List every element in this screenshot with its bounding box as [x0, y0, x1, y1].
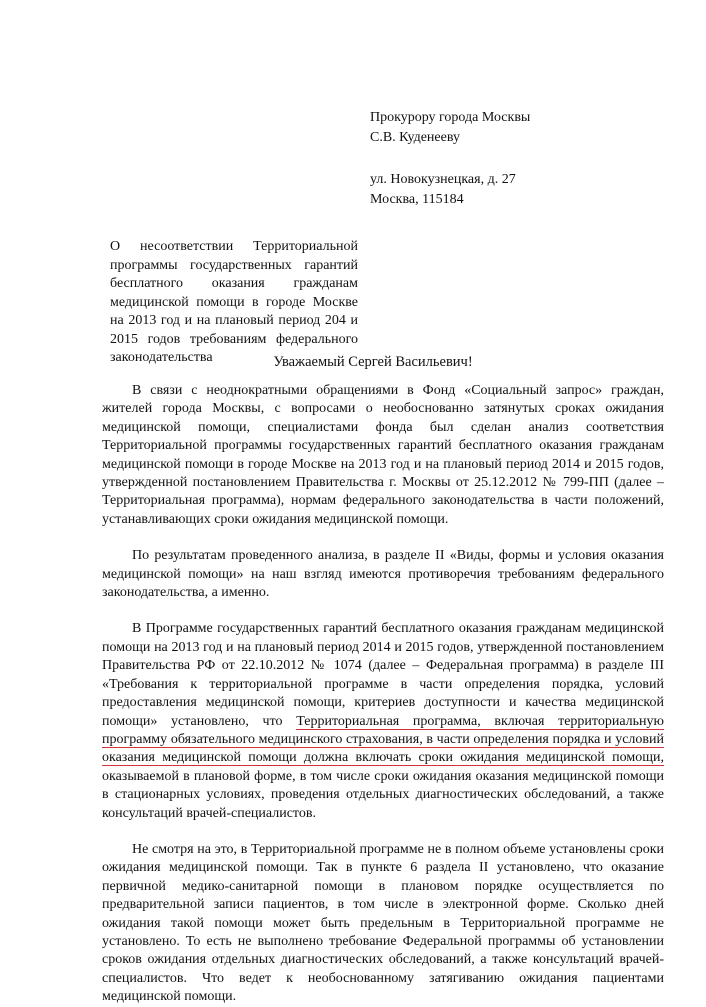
addressee-block	[370, 108, 530, 210]
paragraph-1: В связи с неоднократными обращениями в Фонд «Социальный запрос» граждан, жителей города Москвы, с вопросами о необоснованно затянутых сроках ожидания медицинской помощи, специалистами фонда был сделан анализ соответствия Территориальной программы государственных гарантий бесплатного оказания гражданам медицинской помощи в городе Москве на 2013 год и на плановый период 2014 и 2015 годов, утвержденной постановлением Правительства г. Москвы от 25.12.2012 № 799-ПП (далее –Территориальная программа), нормам федерального законодательства в части положений, устанавливающих сроки ожидания медицинской помощи.	[102, 383, 664, 527]
addressee-city: Москва, 115184	[370, 192, 464, 207]
paragraph-3-text-before: В Программе государственных гарантий бесплатного оказания гражданам медицинской помощи на 2013 год и на плановый период 2014 и 2015 годов, утвержденной постановлением Правительства РФ от 22.10.2012 № 1074 (далее – Федеральная программа) в разделе III «Требования к территориальной программе в части определения порядка, условий предоставления медицинской помощи, критериев доступности и качества медицинской помощи» установлено, что	[102, 621, 664, 729]
letter-subject: О несоответствии Территориальной программы государственных гарантий бесплатного оказания гражданам медицинской помощи в городе Москве на 2013 год и на плановый период 204 и 2015 годов требованиям федерального законодательства	[110, 239, 358, 365]
salutation: Уважаемый Сергей Васильевич!	[273, 354, 473, 370]
addressee-street: ул. Новокузнецкая, д. 27	[370, 172, 516, 187]
underlined-requirement: Территориальная программа, включая территориальную программу обязательного медицинского страхования, в части определения порядка и условий оказания медицинской помощи должна включать сроки ожидания медицинской помощи,	[102, 713, 664, 766]
addressee-name: С.В. Куденееву	[370, 130, 460, 145]
paragraph-4: Не смотря на это, в Территориальной программе не в полном объеме установлены сроки ожидания медицинской помощи. Так в пункте 6 раздела II установлено, что оказание первичной медико-санитарной помощи в плановом порядке осуществляется по предварительной записи пациентов, в том числе в электронной форме. Сколько дней ожидания такой помощи может быть предельным в Территориальной программе не установлено. То есть не выполнено требование Федеральной программы об установлении сроков ожидания отдельных диагностических обследований, а также консультаций врачей-специалистов. Что ведет к необоснованному затягиванию ожидания пациентами медицинской помощи.	[102, 841, 664, 1005]
paragraph-3-text-after: оказываемой в плановой форме, в том числе сроки ожидания оказания медицинской помощи в стационарных условиях, проведения отдельных диагностических обследований, а также консультаций врачей-специалистов.	[102, 768, 664, 821]
letter-body	[102, 382, 664, 1007]
addressee-title: Прокурору города Москвы	[370, 110, 531, 125]
paragraph-2: По результатам проведенного анализа, в разделе II «Виды, формы и условия оказания медицинской помощи» на наш взгляд имеются противоречия требованиям федерального законодательства, а именно.	[102, 548, 664, 601]
paragraph-3	[102, 620, 664, 822]
